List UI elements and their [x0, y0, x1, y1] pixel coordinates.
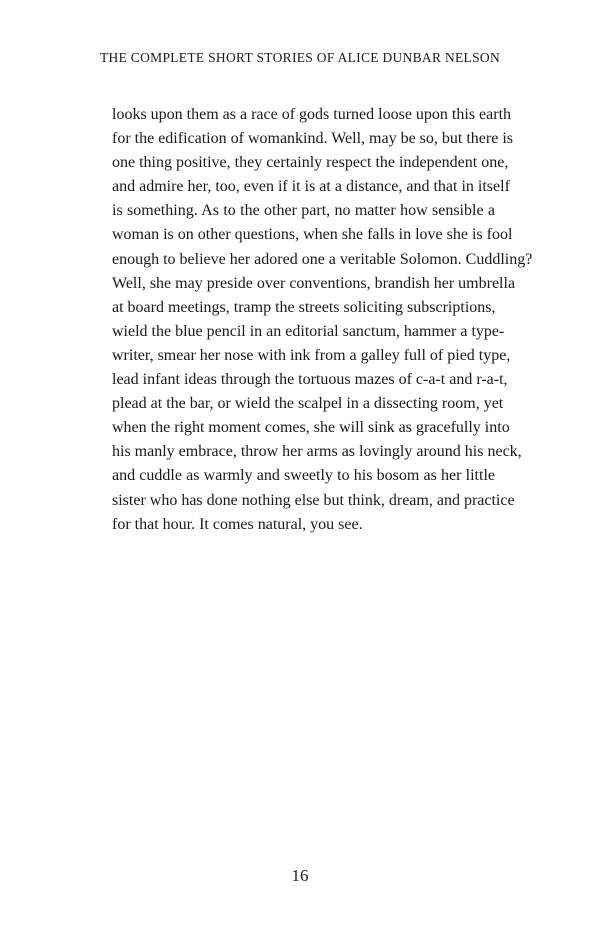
text-line: enough to believe her adored one a veritable Solomon. Cuddling? [112, 250, 533, 268]
text-line: sister who has done nothing else but think, dream, and practice [112, 491, 515, 509]
text-line: and admire her, too, even if it is at a distance, and that in itself [112, 178, 510, 196]
page-number: 16 [291, 866, 309, 885]
running-header: THE COMPLETE SHORT STORIES OF ALICE DUNBAR NELSON [99, 50, 501, 65]
text-line: and cuddle as warmly and sweetly to his bosom as her little [112, 467, 495, 485]
body-paragraph [112, 103, 533, 537]
text-line: plead at the bar, or wield the scalpel in a dissecting room, yet [112, 395, 504, 413]
text-line: looks upon them as a race of gods turned loose upon this earth [112, 106, 512, 123]
text-line: is something. As to the other part, no matter how sensible a [112, 202, 495, 220]
text-line: wield the blue pencil in an editorial sanctum, hammer a type- [112, 322, 505, 340]
text-line: for the edification of womankind. Well, may be so, but there is [112, 130, 513, 148]
text-line: at board meetings, tramp the streets soliciting subscriptions, [112, 298, 496, 316]
text-line: when the right moment comes, she will sink as gracefully into [112, 419, 510, 437]
text-line: his manly embrace, throw her arms as lovingly around his neck, [112, 443, 522, 461]
text-line: writer, smear her nose with ink from a galley full of pied type, [112, 346, 511, 364]
text-line: woman is on other questions, when she falls in love she is fool [112, 226, 513, 244]
text-line: Well, she may preside over conventions, brandish her umbrella [112, 274, 516, 292]
text-line: one thing positive, they certainly respect the independent one, [112, 154, 509, 172]
text-line: lead infant ideas through the tortuous mazes of c-a-t and r-a-t, [112, 371, 508, 389]
text-line-last: for that hour. It comes natural, you see. [112, 515, 363, 533]
